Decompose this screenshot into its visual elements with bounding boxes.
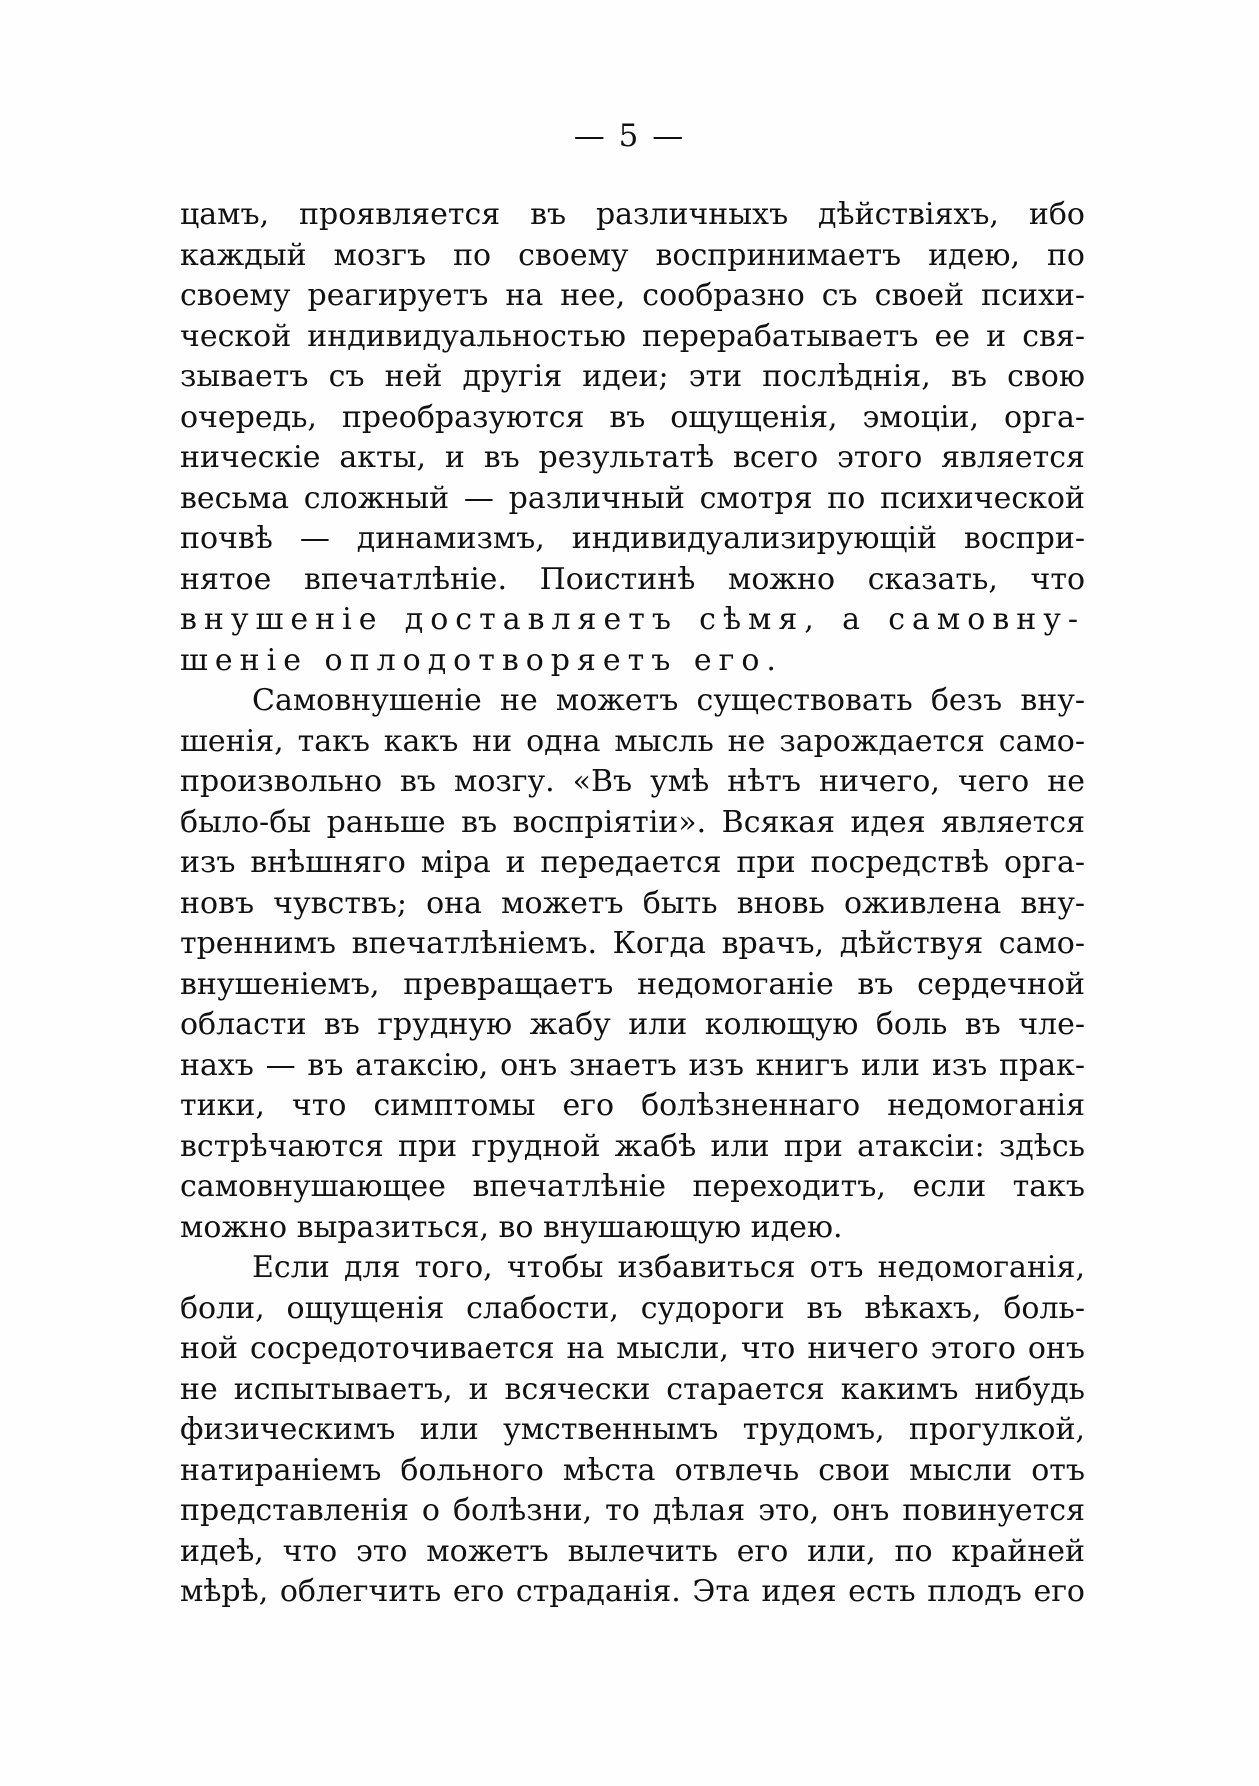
text-line: мѣрѣ, облегчить его страданія. Эта идея есть плодъ его	[180, 1574, 1085, 1609]
text-line: представленія о болѣзни, то дѣлая это, онъ повинуется	[180, 1493, 1085, 1528]
text-line: ной сосредоточивается на мысли, что ничего этого онъ	[180, 1331, 1085, 1366]
text-line: внушеніе доставляетъ сѣмя, а самовну-	[180, 602, 1085, 637]
text-line: шенія, такъ какъ ни одна мысль не зарождается само-	[180, 723, 1085, 759]
text-line: шеніе оплодотворяетъ его.	[180, 642, 783, 678]
text-line: треннимъ впечатлѣніемъ. Когда врачъ, дѣйствуя само-	[180, 926, 1085, 961]
text-line: области въ грудную жабу или колющую боль въ чле-	[180, 1007, 1085, 1042]
text-line: Самовнушеніе не можетъ существовать безъ вну-	[252, 683, 1085, 718]
text-line: было-бы раньше въ воспріятіи». Всякая идея является	[180, 804, 1085, 840]
text-line: Если для того, чтобы избавиться отъ недомоганія,	[252, 1250, 1085, 1285]
text-line: можно выразиться, во внушающую идею.	[180, 1209, 843, 1245]
text-line: зываетъ съ ней другія идеи; эти послѣднія, въ свою	[180, 359, 1085, 394]
page-number: — 5 —	[573, 118, 686, 154]
text-line: весьма сложный — различный смотря по психической	[180, 480, 1085, 516]
text-line: ническіе акты, и въ результатѣ всего этого является	[180, 440, 1085, 475]
text-line: не испытываетъ, и всячески старается какимъ нибудь	[180, 1371, 1085, 1407]
text-line: натираніемъ больного мѣста отвлечь свои мысли отъ	[180, 1452, 1085, 1488]
text-line: ческой индивидуальностью перерабатываетъ ее и свя-	[180, 318, 1085, 354]
text-line: боли, ощущенія слабости, судороги въ вѣкахъ, боль-	[180, 1290, 1085, 1326]
text-line: произвольно въ мозгу. «Въ умѣ нѣтъ ничего, чего не	[180, 764, 1085, 799]
text-line: идеѣ, что это можетъ вылечить его или, по крайней	[180, 1533, 1085, 1569]
text-line: нятое впечатлѣніе. Поистинѣ можно сказать, что	[180, 561, 1085, 597]
text-line: нахъ — въ атаксію, онъ знаетъ изъ книгъ или изъ прак-	[180, 1047, 1085, 1083]
paragraph	[180, 1248, 1085, 1613]
text-line: каждый мозгъ по своему воспринимаетъ идею, по	[180, 237, 1085, 273]
text-line: внушеніемъ, превращаетъ недомоганіе въ сердечной	[180, 966, 1085, 1002]
text-line: встрѣчаются при грудной жабѣ или при атаксіи: здѣсь	[180, 1128, 1085, 1164]
text-line: изъ внѣшняго міра и передается при посредствѣ орга-	[180, 845, 1085, 880]
text-line: новъ чувствъ; она можетъ быть вновь оживлена вну-	[180, 885, 1085, 921]
text-line: своему реагируетъ на нее, сообразно съ своей психи-	[180, 278, 1085, 313]
text-line: цамъ, проявляется въ различныхъ дѣйствіяхъ, ибо	[180, 197, 1085, 232]
paragraph	[180, 681, 1085, 1248]
text-line: тики, что симптомы его болѣзненнаго недомоганія	[180, 1088, 1085, 1123]
text-line: самовнушающее впечатлѣніе переходитъ, если такъ	[180, 1169, 1085, 1204]
text-line: физическимъ или умственнымъ трудомъ, прогулкой,	[180, 1412, 1085, 1447]
paragraph	[180, 195, 1085, 681]
body-text	[180, 195, 1085, 1613]
text-line: очередь, преобразуются въ ощущенія, эмоціи, орга-	[180, 399, 1085, 435]
text-line: почвѣ — динамизмъ, индивидуализирующій воспри-	[180, 521, 1085, 556]
